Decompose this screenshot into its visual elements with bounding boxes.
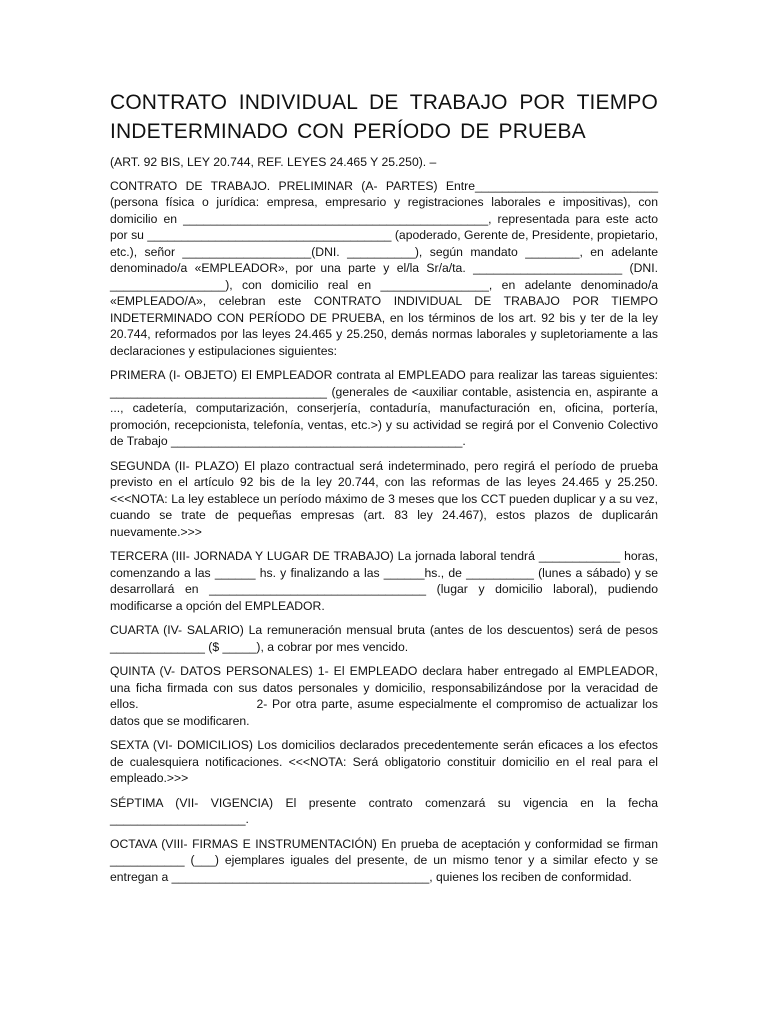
clause-septima: SÉPTIMA (VII- VIGENCIA) El presente contrato comenzará su vigencia en la fecha ____________________. (110, 795, 658, 826)
document-page (110, 88, 658, 893)
clause-preliminar: CONTRATO DE TRABAJO. PRELIMINAR (A- PARTES) Entre___________________________ (persona física o jurídica: empresa, empresario y registraciones laborales e impositivas), con domicilio en _____________________________________________, representada para este acto por su ____________________________________ (apoderado, Gerente de, Presidente, propietario, etc.), señor ___________________(DNI. __________), según mandato ________, en adelante denominado/a «EMPLEADOR», por una parte y el/la Sr/a/ta. ______________________ (DNI. _________________), con domicilio real en ________________, en adelante denominado/a «EMPLEADO/A», celebran este CONTRATO INDIVIDUAL DE TRABAJO POR TIEMPO INDETERMINADO CON PERÍODO DE PRUEBA, en los términos de los art. 92 bis y ter de la ley 20.744, reformados por las leyes 24.465 y 25.250, demás normas laborales y supletoriamente a las declaraciones y estipulaciones siguientes: (110, 178, 658, 358)
clause-quinta (110, 663, 658, 729)
clause-octava: OCTAVA (VIII- FIRMAS E INSTRUMENTACIÓN) En prueba de aceptación y conformidad se firman ___________ (___) ejemplares iguales del presente, de un mismo tenor y a similar efecto y se entregan a ______________________________________, quienes los reciben de conformidad. (110, 836, 658, 884)
clause-primera: PRIMERA (I- OBJETO) El EMPLEADOR contrata al EMPLEADO para realizar las tareas siguientes: ________________________________ (generales de <auxiliar contable, asistencia en, aspirante a ..., cadetería, computarización, conserjería, contaduría, manufacturación en, oficina, portería, promoción, recepcionista, telefonía, ventas, etc.>) y su actividad se regirá por el Convenio Colectivo de Trabajo ___________________________________________. (110, 368, 658, 448)
legal-reference: (ART. 92 BIS, LEY 20.744, REF. LEYES 24.465 Y 25.250). – (110, 155, 437, 169)
clause-segunda: SEGUNDA (II- PLAZO) El plazo contractual será indeterminado, pero regirá el período de prueba previsto en el artículo 92 bis de la ley 20.744, con las reformas de las leyes 24.465 y 25.250. <<<NOTA: La ley establece un período máximo de 3 meses que los CCT pueden duplicar y a su vez, cuando se trate de pequeñas empresas (art. 83 ley 24.467), estos plazos de duplicarán nuevamente.>>> (110, 458, 658, 539)
clause-quinta-part-1: QUINTA (V- DATOS PERSONALES) 1- El EMPLEADO declara haber entregado al EMPLEADOR, una ficha firmada con sus datos personales y domicilio, responsabilizándose por la veracidad de ellos. (110, 664, 658, 711)
clause-tercera: TERCERA (III- JORNADA Y LUGAR DE TRABAJO) La jornada laboral tendrá ____________ horas, comenzando a las ______ hs. y finalizando a las ______hs., de __________ (lunes a sábado) y se desarrollará en ________________________________ (lugar y domicilio laboral), pudiendo modificarse a opción del EMPLEADOR. (110, 549, 658, 613)
clause-cuarta: CUARTA (IV- SALARIO) La remuneración mensual bruta (antes de los descuentos) será de pesos ______________ ($ _____), a cobrar por mes vencido. (110, 623, 658, 654)
clause-sexta: SEXTA (VI- DOMICILIOS) Los domicilios declarados precedentemente serán eficaces a los efectos de cualesquiera notificaciones. <<<NOTA: Será obligatorio constituir domicilio en el real para el empleado.>>> (110, 738, 658, 785)
clause-quinta-part-2: 2- Por otra parte, asume especialmente el compromiso de actualizar los datos que se modificaren. (110, 697, 658, 728)
document-title: CONTRATO INDIVIDUAL DE TRABAJO POR TIEMPO INDETERMINADO CON PERÍODO DE PRUEBA (110, 91, 658, 143)
